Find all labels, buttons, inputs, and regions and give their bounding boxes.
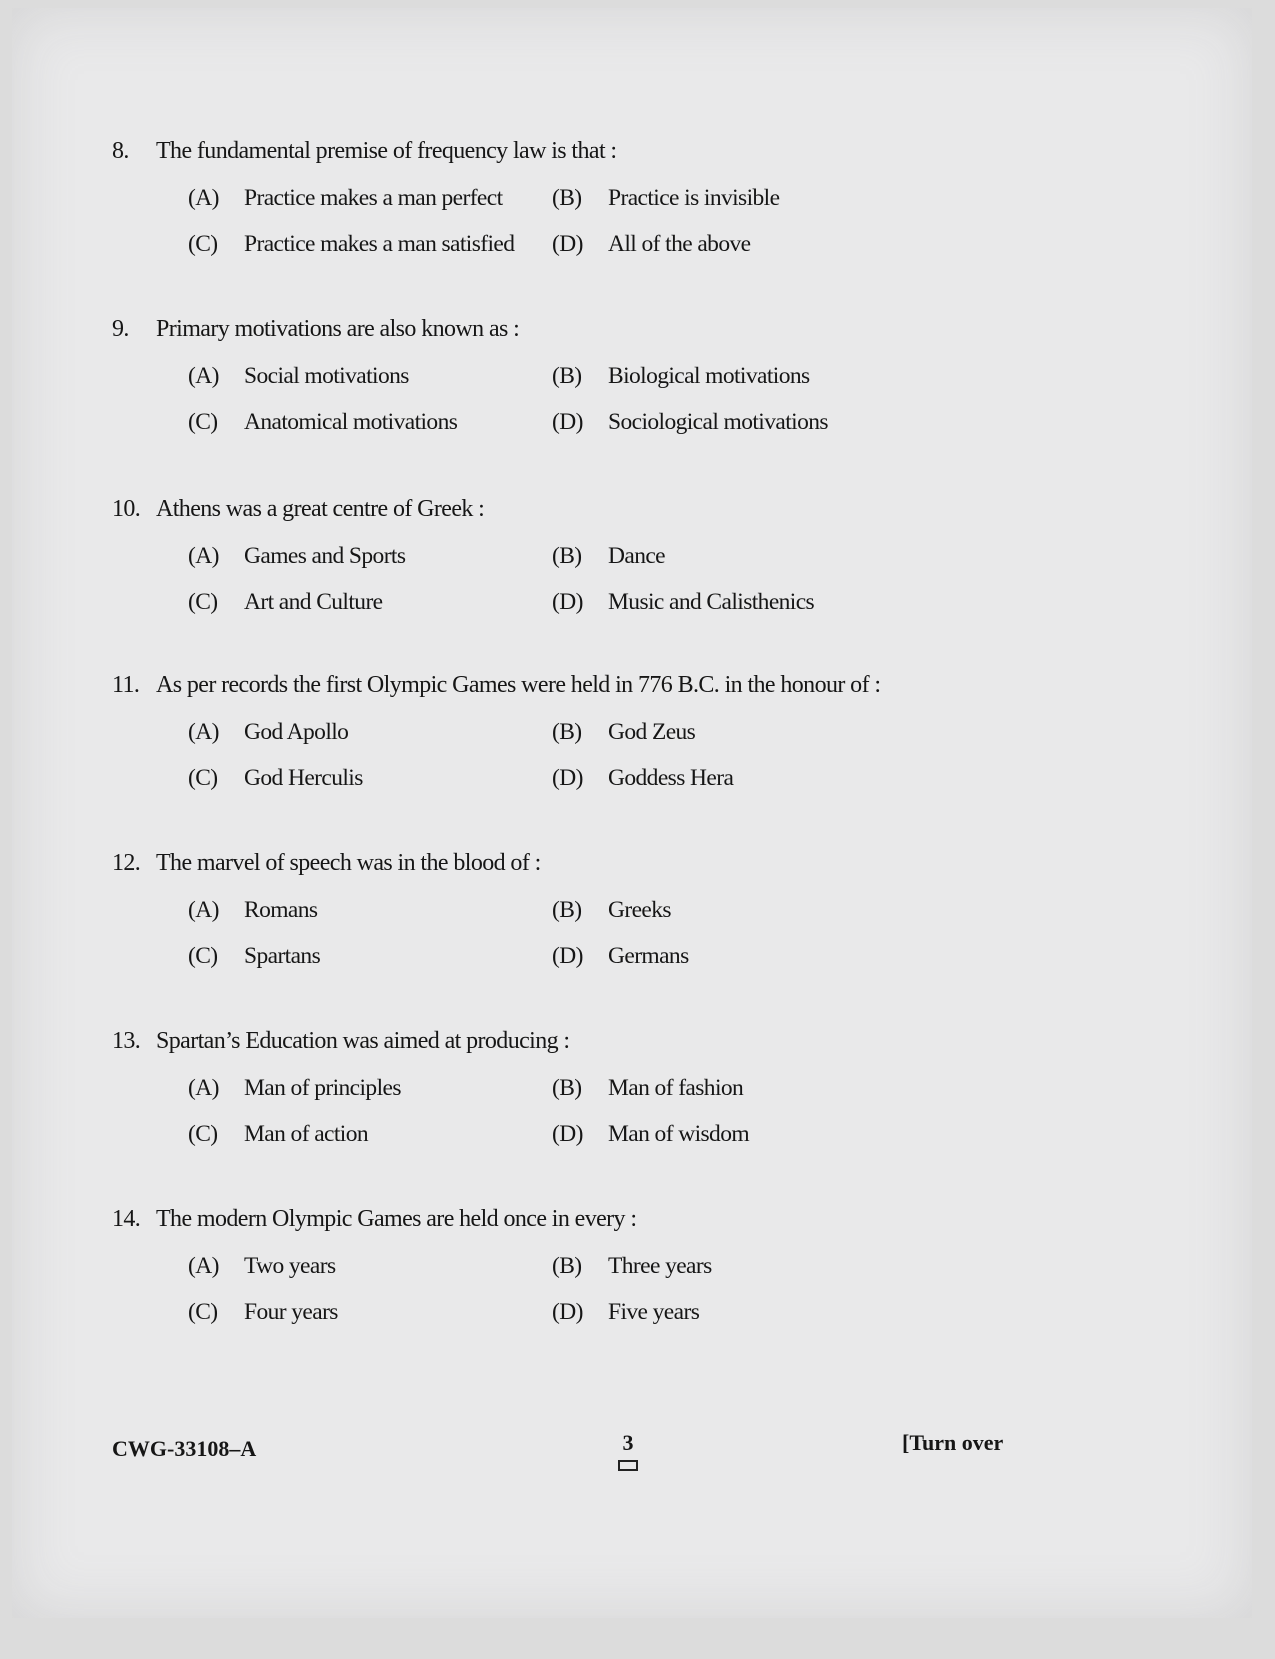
option-a — [188, 185, 552, 211]
question-9 — [112, 316, 1112, 435]
option-letter: (A) — [188, 185, 219, 211]
question-stem — [112, 316, 1112, 343]
option-a — [188, 1075, 552, 1101]
option-text: Man of action — [244, 1121, 369, 1147]
option-letter: (B) — [552, 543, 582, 569]
option-text: Anatomical motivations — [244, 409, 458, 435]
option-letter: (A) — [188, 719, 219, 745]
question-stem — [112, 138, 1112, 165]
option-c — [188, 765, 552, 791]
option-text: Music and Calisthenics — [608, 589, 815, 615]
page-box-icon — [618, 1460, 638, 1471]
option-c — [188, 409, 552, 435]
options-grid — [188, 1075, 1112, 1147]
question-11 — [112, 672, 1112, 791]
question-14 — [112, 1206, 1112, 1325]
option-letter: (D) — [552, 589, 583, 615]
option-text: God Apollo — [244, 719, 349, 745]
question-10 — [112, 496, 1112, 615]
option-letter: (A) — [188, 1075, 219, 1101]
option-text: Two years — [244, 1253, 336, 1279]
option-text: Four years — [244, 1299, 338, 1325]
option-letter: (D) — [552, 1299, 583, 1325]
option-letter: (A) — [188, 1253, 219, 1279]
option-a — [188, 363, 552, 389]
option-letter: (A) — [188, 897, 219, 923]
option-a — [188, 1253, 552, 1279]
option-letter: (D) — [552, 1121, 583, 1147]
option-letter: (B) — [552, 1253, 582, 1279]
paper-code: CWG-33108–A — [112, 1436, 257, 1461]
option-letter: (D) — [552, 765, 583, 791]
option-b — [552, 897, 912, 923]
option-letter: (A) — [188, 543, 219, 569]
options-grid — [188, 1253, 1112, 1325]
option-text: Spartans — [244, 943, 321, 969]
option-text: Five years — [608, 1299, 700, 1325]
option-text: Practice makes a man perfect — [244, 185, 503, 211]
option-letter: (C) — [188, 1121, 218, 1147]
option-text: Three years — [608, 1253, 712, 1279]
question-text: Athens was a great centre of Greek : — [156, 496, 485, 522]
option-text: Romans — [244, 897, 318, 923]
option-a — [188, 719, 552, 745]
question-13 — [112, 1028, 1112, 1147]
option-a — [188, 897, 552, 923]
options-grid — [188, 543, 1112, 615]
option-b — [552, 1253, 912, 1279]
option-text: Art and Culture — [244, 589, 383, 615]
option-text: Germans — [608, 943, 689, 969]
option-letter: (C) — [188, 589, 218, 615]
option-letter: (C) — [188, 765, 218, 791]
question-stem — [112, 850, 1112, 877]
option-d — [552, 589, 912, 615]
option-c — [188, 1121, 552, 1147]
question-number: 8. — [112, 138, 129, 164]
question-text: The fundamental premise of frequency law is that : — [156, 138, 617, 164]
option-letter: (D) — [552, 943, 583, 969]
option-letter: (C) — [188, 231, 218, 257]
question-stem — [112, 496, 1112, 523]
question-number: 10. — [112, 496, 141, 522]
option-text: Practice makes a man satisfied — [244, 231, 515, 257]
option-text: Greeks — [608, 897, 671, 923]
option-letter: (C) — [188, 409, 218, 435]
option-text: Practice is invisible — [608, 185, 780, 211]
option-text: Biological motivations — [608, 363, 810, 389]
option-text: Dance — [608, 543, 666, 569]
option-text: All of the above — [608, 231, 751, 257]
question-8 — [112, 138, 1112, 257]
options-grid — [188, 897, 1112, 969]
turn-over-label: [Turn over — [902, 1430, 1004, 1455]
option-letter: (B) — [552, 363, 582, 389]
option-d — [552, 409, 912, 435]
option-text: Man of principles — [244, 1075, 401, 1101]
options-grid — [188, 185, 1112, 257]
option-letter: (C) — [188, 1299, 218, 1325]
option-text: God Zeus — [608, 719, 696, 745]
option-text: Goddess Hera — [608, 765, 734, 791]
option-letter: (B) — [552, 185, 582, 211]
option-b — [552, 185, 912, 211]
option-c — [188, 231, 552, 257]
option-letter: (B) — [552, 719, 582, 745]
question-stem — [112, 1028, 1112, 1055]
option-c — [188, 1299, 552, 1325]
options-grid — [188, 363, 1112, 435]
option-letter: (B) — [552, 1075, 582, 1101]
question-number: 14. — [112, 1206, 141, 1232]
option-b — [552, 1075, 912, 1101]
option-c — [188, 589, 552, 615]
option-letter: (A) — [188, 363, 219, 389]
page-number: 3 — [622, 1430, 634, 1455]
question-stem — [112, 672, 1112, 699]
exam-page — [12, 8, 1252, 1618]
option-letter: (B) — [552, 897, 582, 923]
option-d — [552, 231, 912, 257]
option-b — [552, 719, 912, 745]
option-d — [552, 943, 912, 969]
option-b — [552, 363, 912, 389]
option-text: God Herculis — [244, 765, 363, 791]
option-d — [552, 765, 912, 791]
options-grid — [188, 719, 1112, 791]
option-a — [188, 543, 552, 569]
option-d — [552, 1299, 912, 1325]
question-12 — [112, 850, 1112, 969]
option-text: Man of wisdom — [608, 1121, 750, 1147]
option-c — [188, 943, 552, 969]
question-number: 11. — [112, 672, 140, 698]
question-text: As per records the first Olympic Games were held in 776 B.C. in the honour of : — [156, 672, 881, 698]
option-letter: (D) — [552, 231, 583, 257]
option-b — [552, 543, 912, 569]
question-number: 12. — [112, 850, 141, 876]
option-letter: (C) — [188, 943, 218, 969]
question-text: The marvel of speech was in the blood of : — [156, 850, 541, 876]
question-text: Spartan’s Education was aimed at producing : — [156, 1028, 570, 1054]
question-number: 9. — [112, 316, 129, 342]
question-text: Primary motivations are also known as : — [156, 316, 520, 342]
question-stem — [112, 1206, 1112, 1233]
option-d — [552, 1121, 912, 1147]
option-text: Social motivations — [244, 363, 409, 389]
option-text: Games and Sports — [244, 543, 406, 569]
option-text: Sociological motivations — [608, 409, 828, 435]
question-text: The modern Olympic Games are held once in every : — [156, 1206, 637, 1232]
option-letter: (D) — [552, 409, 583, 435]
question-number: 13. — [112, 1028, 141, 1054]
option-text: Man of fashion — [608, 1075, 744, 1101]
